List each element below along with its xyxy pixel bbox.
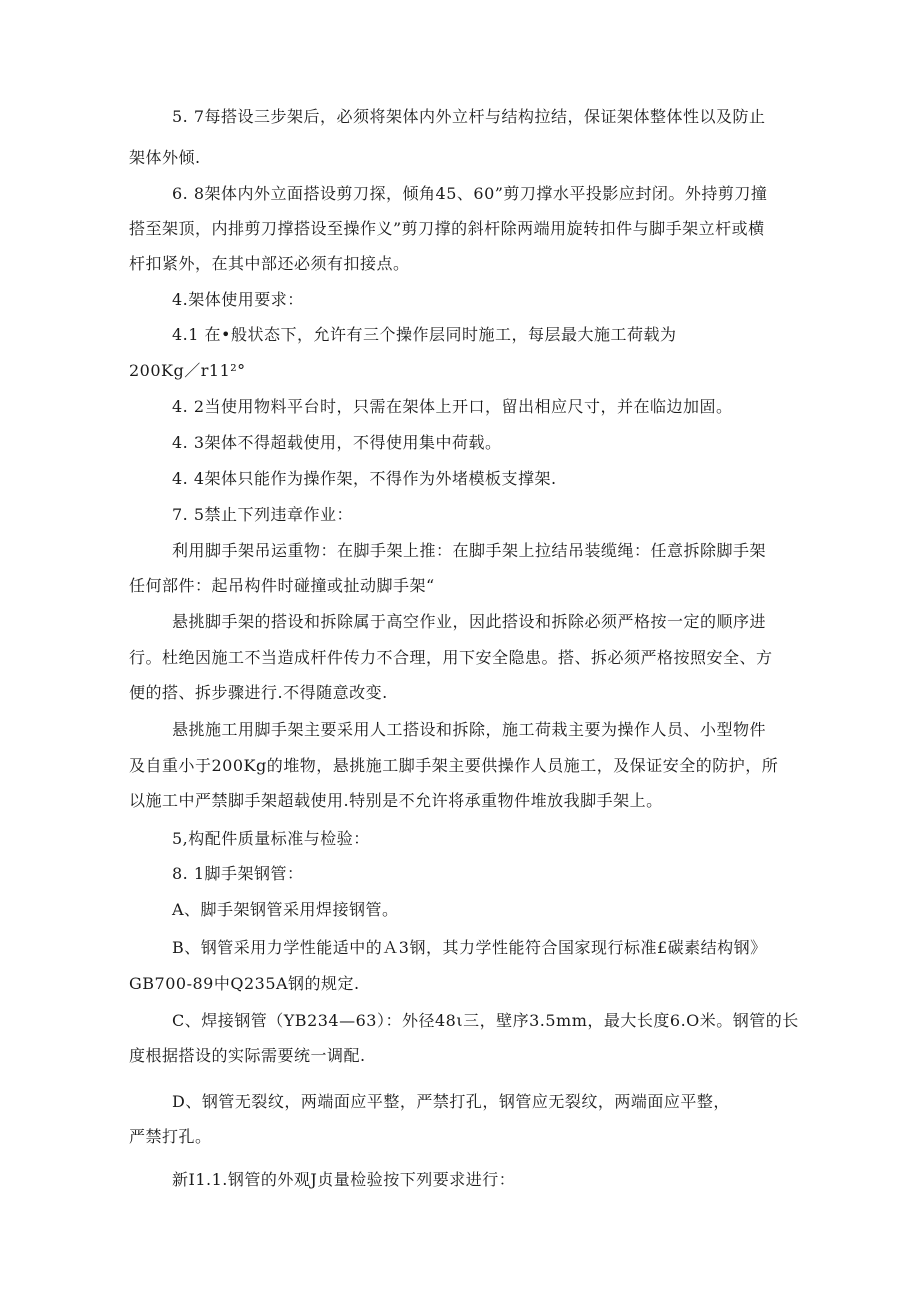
text-line: 便的搭、拆步骤进行.不得随意改变. [129,683,388,702]
text-line: A、脚手架钢管采用焊接钢管。 [172,900,399,919]
text-line: 悬挑施工用脚手架主要采用人工搭设和拆除，施工荷栽主要为操作人员、小型物件 [172,720,767,739]
text-line: 4. 2当使用物料平台时，只需在架体上开口，留出相应尺寸，并在临边加固。 [172,397,733,416]
text-line: 杆扣紧外，在其中部还必须有扣接点。 [129,254,410,273]
text-line: 架体外倾. [129,148,201,167]
text-line: GB700-89中Q235A钢的规定. [129,974,360,993]
section-heading: 5,构配件质量标准与检验： [172,829,370,848]
text-line: 5. 7每搭设三步架后，必须将架体内外立杆与结构拉结，保证架体整体性以及防止 [172,107,766,126]
text-line: 搭至架顶，内排剪刀撑搭设至操作义”剪刀撑的斜杆除两端用旋转扣件与脚手架立杆或横 [129,219,765,238]
text-line: B、钢管采用力学性能适中的Ａ3钢，其力学性能符合国家现行标准£碳素结构钢》 [172,938,767,957]
text-line: 悬挑脚手架的搭设和拆除属于高空作业，因此搭设和拆除必须严格按一定的顺序进 [172,612,767,631]
text-line: 8. 1脚手架钢管： [172,864,304,883]
text-line: 严禁打孔。 [129,1127,212,1146]
text-line: 及自重小于200Kg的堆物，悬挑施工脚手架主要供操作人员施工，及保证安全的防护，所 [129,756,779,775]
text-line: 新I1.1.钢管的外观J贞量检验按下列要求进行： [172,1170,516,1189]
text-line: D、钢管无裂纹，两端面应平整，严禁打孔，钢管应无裂纹，两端面应平整， [172,1092,730,1111]
text-line: 4. 4架体只能作为操作架，不得作为外堵模板支撑架. [172,469,557,488]
text-line: 行。杜绝因施工不当造成杆件传力不合理，用下安全隐患。搭、拆必须严格按照安全、方 [129,648,773,667]
text-line: C、焊接钢管（YB234—63）：外径48ι三，壁序3.5mm，最大长度6.O米。钢管的长 [172,1011,799,1030]
text-line: 6. 8架体内外立面搭设剪刀探，倾角45、60”剪刀撑水平投影应封闭。外持剪刀撞 [172,184,768,203]
text-line: 任何部件：起吊构件时碰撞或扯动脚手架“ [129,576,435,595]
text-line: 7. 5禁止下列违章作业： [172,505,354,524]
text-line: 以施工中严禁脚手架超载使用.特别是不允许将承重物件堆放我脚手架上。 [129,791,663,810]
text-line: 4. 3架体不得超载使用，不得使用集中荷载。 [172,433,502,452]
text-line: 利用脚手架吊运重物：在脚手架上推：在脚手架上拉结吊装缆绳：任意拆除脚手架 [172,541,767,560]
text-line: 度根据搭设的实际需要统一调配. [129,1046,366,1065]
text-line: 4.1 在•般状态下，允许有三个操作层同时施工，每层最大施工荷载为 [172,325,677,344]
section-heading: 4.架体使用要求： [172,290,304,309]
text-line: 200Kg／r11²° [129,361,246,380]
